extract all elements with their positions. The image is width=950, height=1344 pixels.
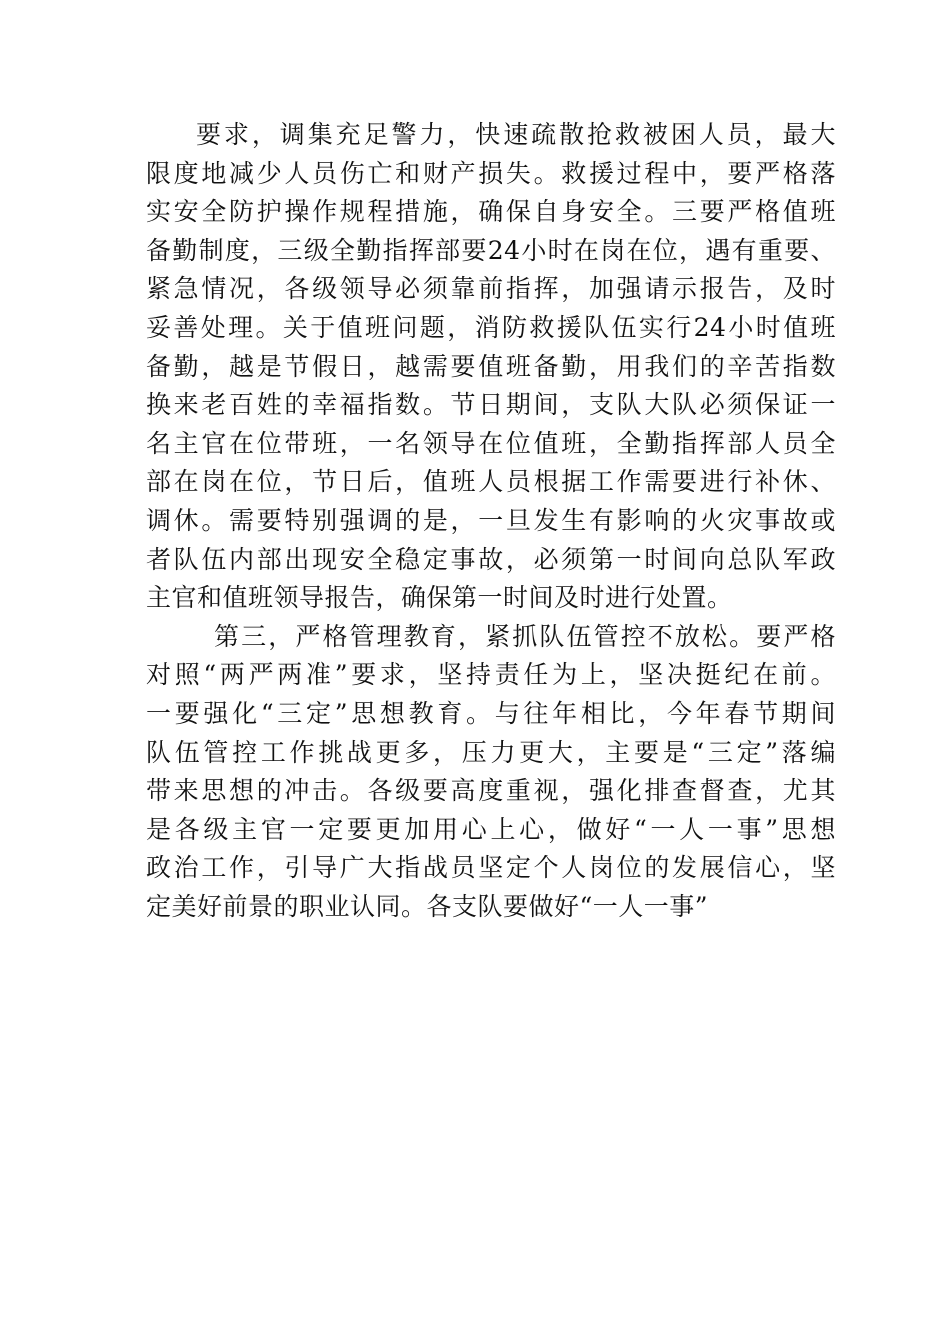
- text-line: 者队伍内部出现安全稳定事故，必须第一时间向总队军政: [146, 544, 836, 574]
- text-line: 实安全防护操作规程措施，确保自身安全。三要严格值班: [146, 197, 836, 227]
- text-line: 限度地减少人员伤亡和财产损失。救援过程中，要严格落: [146, 158, 836, 188]
- text-line: 备勤，越是节假日，越需要值班备勤，用我们的辛苦指数: [146, 351, 836, 381]
- text-line: 带来思想的冲击。各级要高度重视，强化排查督查，尤其: [146, 776, 836, 806]
- paragraph-1: [146, 116, 836, 618]
- text-line: 妥善处理。关于值班问题，消防救援队伍实行24小时值班: [146, 312, 836, 342]
- text-line: 备勤制度，三级全勤指挥部要24小时在岗在位，遇有重要、: [146, 235, 836, 265]
- text-line: 政治工作，引导广大指战员坚定个人岗位的发展信心，坚: [146, 853, 836, 883]
- text-line: 一要强化“三定”思想教育。与往年相比，今年春节期间: [146, 698, 836, 728]
- body-text: [146, 116, 836, 926]
- text-line: 是各级主官一定要更加用心上心，做好“一人一事”思想: [146, 814, 836, 844]
- text-line: 要求，调集充足警力，快速疏散抢救被困人员，最大: [196, 120, 836, 149]
- text-line: 队伍管控工作挑战更多，压力更大，主要是“三定”落编: [146, 737, 836, 767]
- paragraph-2: [146, 618, 836, 927]
- text-line: 定美好前景的职业认同。各支队要做好“一人一事”: [146, 891, 709, 921]
- text-line: 名主官在位带班，一名领导在位值班，全勤指挥部人员全: [146, 428, 836, 458]
- text-line: 第三，严格管理教育，紧抓队伍管控不放松。要严格: [214, 621, 836, 651]
- text-line: 紧急情况，各级领导必须靠前指挥，加强请示报告，及时: [146, 274, 836, 304]
- text-line: 对照“两严两准”要求，坚持责任为上，坚决挺纪在前。: [146, 660, 836, 690]
- text-line: 换来老百姓的幸福指数。节日期间，支队大队必须保证一: [146, 390, 836, 420]
- text-line: 调休。需要特别强调的是，一旦发生有影响的火灾事故或: [146, 505, 836, 535]
- text-line: 主官和值班领导报告，确保第一时间及时进行处置。: [146, 583, 733, 613]
- text-line: 部在岗在位，节日后，值班人员根据工作需要进行补休、: [146, 467, 836, 497]
